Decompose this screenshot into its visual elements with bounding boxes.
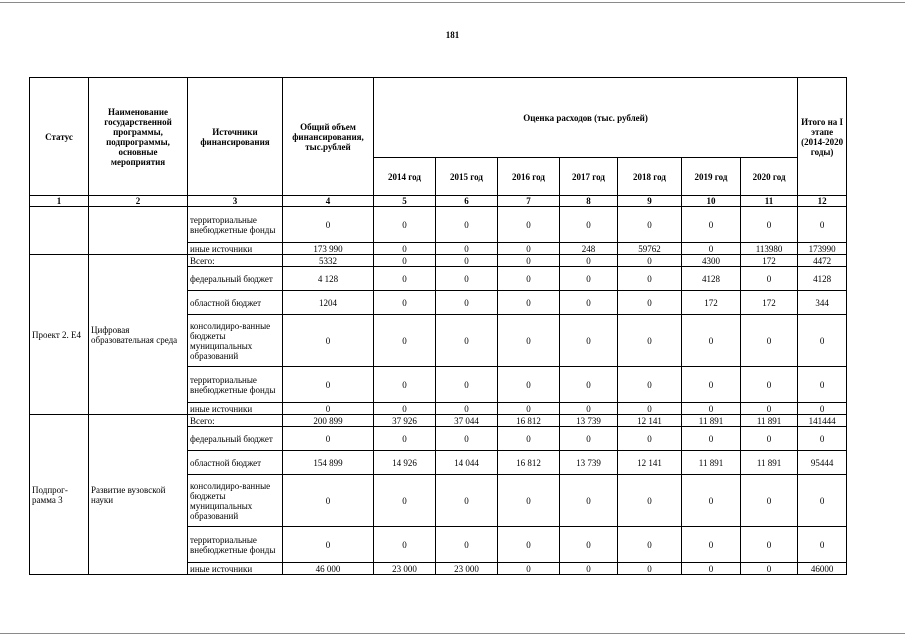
amount-cell: 0 (374, 291, 436, 315)
amount-cell: 11 891 (682, 451, 741, 475)
amount-cell: 0 (283, 403, 374, 415)
amount-cell: 0 (682, 427, 741, 451)
amount-cell: 344 (798, 291, 847, 315)
row-program-name: Цифровая образовательная среда (89, 255, 188, 415)
amount-cell: 0 (560, 427, 618, 451)
amount-cell: 0 (618, 563, 682, 575)
amount-cell: 0 (798, 427, 847, 451)
amount-cell: 0 (798, 475, 847, 527)
amount-cell: 0 (436, 315, 498, 367)
amount-cell: 0 (283, 475, 374, 527)
amount-cell: 0 (498, 243, 560, 255)
header-year: 2014 год (374, 158, 436, 196)
amount-cell: 0 (498, 403, 560, 415)
amount-cell: 0 (374, 475, 436, 527)
funding-source: иные источники (188, 243, 283, 255)
amount-cell: 154 899 (283, 451, 374, 475)
header-year: 2018 год (618, 158, 682, 196)
funding-source: Всего: (188, 415, 283, 427)
amount-cell: 0 (560, 267, 618, 291)
amount-cell: 14 926 (374, 451, 436, 475)
amount-cell: 248 (560, 243, 618, 255)
amount-cell: 0 (682, 475, 741, 527)
amount-cell: 0 (618, 427, 682, 451)
column-number: 10 (682, 196, 741, 207)
amount-cell: 0 (374, 527, 436, 563)
header-sources: Источники финансирования (188, 78, 283, 196)
amount-cell: 0 (498, 291, 560, 315)
header-expense-estimate: Оценка расходов (тыс. рублей) (374, 78, 798, 158)
column-number: 3 (188, 196, 283, 207)
funding-source: Всего: (188, 255, 283, 267)
amount-cell: 0 (436, 291, 498, 315)
amount-cell: 0 (498, 255, 560, 267)
amount-cell: 0 (498, 563, 560, 575)
amount-cell: 200 899 (283, 415, 374, 427)
amount-cell: 0 (618, 267, 682, 291)
amount-cell: 0 (436, 475, 498, 527)
amount-cell: 0 (682, 527, 741, 563)
amount-cell: 37 926 (374, 415, 436, 427)
table-row (30, 207, 847, 243)
amount-cell: 11 891 (682, 415, 741, 427)
amount-cell: 172 (741, 255, 798, 267)
table-row (30, 255, 847, 267)
amount-cell: 0 (682, 563, 741, 575)
amount-cell: 0 (283, 207, 374, 243)
amount-cell: 0 (498, 267, 560, 291)
amount-cell: 4128 (798, 267, 847, 291)
amount-cell: 0 (560, 291, 618, 315)
scan-edge-top (0, 2, 905, 3)
column-number: 12 (798, 196, 847, 207)
amount-cell: 0 (283, 367, 374, 403)
amount-cell: 173990 (798, 243, 847, 255)
amount-cell: 11 891 (741, 451, 798, 475)
amount-cell: 0 (618, 475, 682, 527)
amount-cell: 23 000 (374, 563, 436, 575)
page-number: 181 (445, 30, 460, 40)
header-name: Наименование государственной программы, подпрограммы, основные мероприятия (89, 78, 188, 196)
amount-cell: 0 (498, 527, 560, 563)
column-number: 5 (374, 196, 436, 207)
table-row (30, 415, 847, 427)
amount-cell: 0 (741, 403, 798, 415)
amount-cell: 0 (682, 367, 741, 403)
amount-cell: 0 (374, 207, 436, 243)
column-number: 8 (560, 196, 618, 207)
amount-cell: 11 891 (741, 415, 798, 427)
amount-cell: 16 812 (498, 451, 560, 475)
amount-cell: 0 (560, 403, 618, 415)
column-number: 4 (283, 196, 374, 207)
amount-cell: 0 (682, 243, 741, 255)
column-number: 2 (89, 196, 188, 207)
column-number: 6 (436, 196, 498, 207)
funding-source: федеральный бюджет (188, 267, 283, 291)
column-number: 7 (498, 196, 560, 207)
row-status: Подпрог-рамма 3 (30, 415, 89, 575)
amount-cell: 0 (618, 291, 682, 315)
header-year: 2020 год (741, 158, 798, 196)
header-year: 2016 год (498, 158, 560, 196)
funding-source: территориальные внебюджетные фонды (188, 527, 283, 563)
amount-cell: 95444 (798, 451, 847, 475)
amount-cell: 0 (374, 267, 436, 291)
budget-table (29, 77, 847, 575)
amount-cell: 0 (498, 315, 560, 367)
amount-cell: 0 (283, 527, 374, 563)
funding-source: консолидиро-ванные бюджеты муниципальных образований (188, 475, 283, 527)
amount-cell: 14 044 (436, 451, 498, 475)
table-body (30, 207, 847, 575)
amount-cell: 4128 (682, 267, 741, 291)
funding-source: консолидиро-ванные бюджеты муниципальных образований (188, 315, 283, 367)
amount-cell: 37 044 (436, 415, 498, 427)
amount-cell: 4300 (682, 255, 741, 267)
amount-cell: 0 (682, 403, 741, 415)
funding-source: иные источники (188, 403, 283, 415)
amount-cell: 0 (498, 427, 560, 451)
amount-cell: 0 (618, 315, 682, 367)
funding-source: территориальные внебюджетные фонды (188, 207, 283, 243)
amount-cell: 1204 (283, 291, 374, 315)
amount-cell: 172 (741, 291, 798, 315)
amount-cell: 0 (798, 403, 847, 415)
row-status (30, 207, 89, 255)
row-program-name (89, 207, 188, 255)
amount-cell: 172 (682, 291, 741, 315)
row-status: Проект 2. Е4 (30, 255, 89, 415)
amount-cell: 0 (374, 403, 436, 415)
header-total-volume: Общий объем финансирования, тыс.рублей (283, 78, 374, 196)
amount-cell: 0 (436, 527, 498, 563)
header-year: 2015 год (436, 158, 498, 196)
amount-cell: 0 (436, 207, 498, 243)
amount-cell: 16 812 (498, 415, 560, 427)
column-number: 1 (30, 196, 89, 207)
amount-cell: 0 (618, 527, 682, 563)
amount-cell: 0 (798, 207, 847, 243)
amount-cell: 0 (618, 207, 682, 243)
amount-cell: 0 (618, 367, 682, 403)
amount-cell: 0 (741, 315, 798, 367)
amount-cell: 0 (682, 315, 741, 367)
amount-cell: 0 (798, 367, 847, 403)
amount-cell: 0 (560, 255, 618, 267)
scan-edge-bottom (0, 633, 905, 634)
row-program-name: Развитие вузовской науки (89, 415, 188, 575)
amount-cell: 0 (741, 427, 798, 451)
amount-cell: 0 (436, 427, 498, 451)
amount-cell: 0 (798, 315, 847, 367)
amount-cell: 0 (741, 527, 798, 563)
header-status: Статус (30, 78, 89, 196)
amount-cell: 0 (618, 403, 682, 415)
amount-cell: 0 (498, 475, 560, 527)
amount-cell: 23 000 (436, 563, 498, 575)
amount-cell: 0 (741, 207, 798, 243)
amount-cell: 4 128 (283, 267, 374, 291)
amount-cell: 0 (374, 367, 436, 403)
amount-cell: 0 (498, 207, 560, 243)
amount-cell: 13 739 (560, 415, 618, 427)
amount-cell: 0 (374, 243, 436, 255)
amount-cell: 0 (374, 315, 436, 367)
amount-cell: 0 (618, 255, 682, 267)
amount-cell: 0 (436, 243, 498, 255)
amount-cell: 5332 (283, 255, 374, 267)
column-number: 9 (618, 196, 682, 207)
amount-cell: 0 (374, 255, 436, 267)
amount-cell: 0 (436, 367, 498, 403)
amount-cell: 0 (682, 207, 741, 243)
amount-cell: 0 (560, 563, 618, 575)
amount-cell: 0 (741, 563, 798, 575)
amount-cell: 12 141 (618, 415, 682, 427)
funding-source: областной бюджет (188, 291, 283, 315)
amount-cell: 141444 (798, 415, 847, 427)
amount-cell: 13 739 (560, 451, 618, 475)
funding-source: территориальные внебюджетные фонды (188, 367, 283, 403)
amount-cell: 0 (283, 315, 374, 367)
amount-cell: 46000 (798, 563, 847, 575)
amount-cell: 0 (741, 367, 798, 403)
amount-cell: 4472 (798, 255, 847, 267)
amount-cell: 0 (741, 267, 798, 291)
header-year: 2019 год (682, 158, 741, 196)
amount-cell: 0 (560, 367, 618, 403)
amount-cell: 0 (436, 267, 498, 291)
amount-cell: 0 (560, 207, 618, 243)
amount-cell: 113980 (741, 243, 798, 255)
amount-cell: 0 (436, 255, 498, 267)
amount-cell: 0 (798, 527, 847, 563)
amount-cell: 0 (560, 315, 618, 367)
funding-source: иные источники (188, 563, 283, 575)
amount-cell: 59762 (618, 243, 682, 255)
amount-cell: 0 (498, 367, 560, 403)
column-number: 11 (741, 196, 798, 207)
funding-source: областной бюджет (188, 451, 283, 475)
amount-cell: 0 (374, 427, 436, 451)
amount-cell: 0 (283, 427, 374, 451)
funding-source: федеральный бюджет (188, 427, 283, 451)
amount-cell: 0 (741, 475, 798, 527)
amount-cell: 173 990 (283, 243, 374, 255)
header-year: 2017 год (560, 158, 618, 196)
amount-cell: 0 (560, 527, 618, 563)
amount-cell: 0 (436, 403, 498, 415)
header-stage-total: Итого на I этапе (2014-2020 годы) (798, 78, 847, 196)
amount-cell: 0 (560, 475, 618, 527)
amount-cell: 46 000 (283, 563, 374, 575)
amount-cell: 12 141 (618, 451, 682, 475)
